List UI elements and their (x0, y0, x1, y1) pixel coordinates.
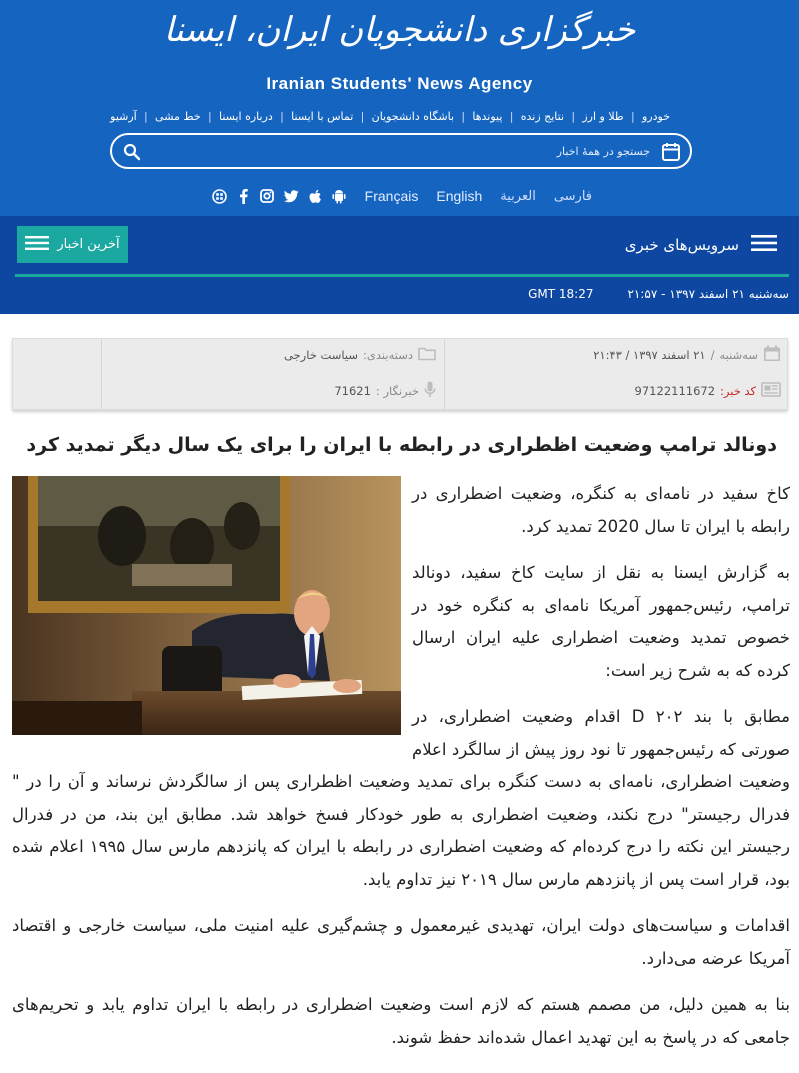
services-menu-button[interactable] (625, 232, 777, 258)
nav-gold-currency[interactable]: طلا و ارز (582, 109, 624, 123)
news-info-box (12, 338, 788, 410)
newspaper-icon (761, 382, 781, 400)
nav-separator: | (280, 109, 284, 123)
nav-separator: | (571, 109, 576, 123)
info-column-category-reporter (101, 339, 445, 411)
app-icon[interactable] (212, 189, 227, 204)
nav-contact[interactable]: تماس با ایسنا (291, 109, 354, 123)
microphone-icon (424, 381, 436, 401)
article-paragraph: کاخ سفید در نامه‌ای به کنگره، وضعیت اضطراری در رابطه با ایران تا سال 2020 تمدید کرد. (412, 484, 790, 536)
news-date (593, 345, 781, 365)
nav-separator: | (461, 109, 466, 123)
code-value: 97122111672 (634, 384, 716, 398)
search-bar (110, 133, 692, 169)
lang-english[interactable]: English (436, 188, 483, 204)
twitter-icon[interactable] (284, 189, 299, 204)
nav-separator: | (144, 109, 148, 123)
nav-separator: | (360, 109, 365, 123)
top-nav (110, 106, 670, 126)
calendar-icon[interactable] (660, 141, 682, 163)
nav-archive[interactable]: آرشیو (110, 109, 137, 123)
hamburger-icon (751, 234, 777, 256)
news-code (635, 381, 781, 401)
category-value[interactable]: سیاست خارجی (283, 348, 359, 362)
article-paragraph: به گزارش ایسنا به نقل از سایت کاخ سفید، دونالد ترامپ، رئیس‌جمهور آمریکا نامه‌ای به کنگره خود در خصوص تمدید وضعیت اضطراری علیه ایران ارسال کرده که به شرح زیر است: (412, 563, 790, 680)
nav-students-club[interactable]: باشگاه دانشجویان (371, 109, 455, 123)
category-label: دسته‌بندی: (363, 348, 413, 362)
news-category (284, 345, 436, 365)
apple-icon[interactable] (308, 189, 323, 204)
article-paragraph: اقدامات و سیاست‌های دولت ایران، تهدیدی غیرمعمول و چشم‌گیری علیه امنیت ملی، سیاست خارجی و اقتصاد آمریکا عرضه می‌دارد. (12, 916, 790, 968)
services-bar (0, 216, 799, 314)
gmt-time: GMT 18:27 (528, 287, 594, 301)
current-datetime (528, 287, 789, 301)
calendar-icon (763, 345, 781, 365)
photo-spacer (12, 478, 412, 743)
language-row (212, 186, 592, 206)
site-header (0, 0, 799, 216)
info-column-date-code (445, 339, 789, 411)
android-icon[interactable] (332, 189, 347, 204)
nav-separator: | (630, 109, 635, 123)
article-paragraph: بنا به همین دلیل، من مصمم هستم که لازم است وضعیت اضطراری در رابطه با ایران تداوم یابد و تحریم‌های جامعی که در پاسخ به این تهدید اعمال شده‌اند حفظ شوند. (12, 995, 790, 1047)
services-menu-label: سرویس‌های خبری (624, 236, 739, 254)
date-value: ۲۱ اسفند ۱۳۹۷ / ۲۱:۴۳ (593, 348, 706, 362)
nav-about[interactable]: درباره ایسنا (218, 109, 273, 123)
search-icon[interactable] (122, 142, 142, 162)
latest-news-button[interactable] (17, 226, 128, 263)
spacer (597, 287, 623, 301)
lang-arabic[interactable]: العربية (500, 188, 536, 204)
reporter-value: 71621 (334, 384, 371, 398)
lang-persian[interactable]: فارسی (553, 188, 592, 204)
nav-policy[interactable]: خط مشی (155, 109, 201, 123)
nav-live-results[interactable]: نتایج زنده (520, 109, 565, 123)
lang-french[interactable]: Français (364, 188, 419, 204)
article-title: دونالد ترامپ وضعیت اظطراری در رابطه با ایران را برای یک سال دیگر تمدید کرد (26, 434, 777, 456)
nav-cars[interactable]: خودرو (641, 109, 670, 123)
logo-english[interactable]: Iranian Students' News Agency (266, 74, 533, 93)
current-date: سه‌شنبه ۲۱ اسفند ۱۳۹۷ - ۲۱:۵۷ (627, 287, 789, 301)
date-separator: / (710, 348, 715, 362)
instagram-icon[interactable] (260, 189, 275, 204)
nav-separator: | (509, 109, 514, 123)
logo-persian[interactable]: خبرگزاری دانشجویان ایران، ایسنا (163, 10, 636, 50)
hamburger-icon (25, 235, 49, 255)
article-paragraph: مطابق با بند ۲۰۲ D اقدام وضعیت اضطراری، در صورتی که رئیس‌جمهور تا نود روز پیش از سالگرد اعلام وضعیت اضطراری، نامه‌ای به دست کنگره برای تمدید وضعیت اظطراری پس از سالگردش نرساند و آن را در " فدرال رجیستر" درج نکند، وضعیت اضطراری به طور خودکار فسخ خواهد شد. مطابق این بند، من در فدرال رجیستر این نکته را درج کرده‌ام که وضعیت اضطراری در رابطه با ایران که پانزدهم مارس سال ۱۹۹۵ اعلام شده بود، قرار است پس از پانزدهم مارس سال ۲۰۱۹ نیز تداوم یابد. (12, 707, 791, 889)
divider (15, 274, 789, 277)
nav-links[interactable]: پیوندها (472, 109, 503, 123)
date-label: سه‌شنبه (719, 348, 758, 362)
news-reporter (334, 381, 436, 401)
latest-news-label: آخرین اخبار (57, 237, 120, 252)
search-input[interactable] (152, 139, 650, 163)
folder-icon (418, 346, 436, 364)
code-label: کد خبر: (720, 384, 756, 398)
reporter-label: خبرنگار : (375, 384, 419, 398)
nav-separator: | (207, 109, 212, 123)
facebook-icon[interactable] (236, 189, 251, 204)
social-icons (212, 189, 347, 204)
article-body (12, 478, 790, 1073)
